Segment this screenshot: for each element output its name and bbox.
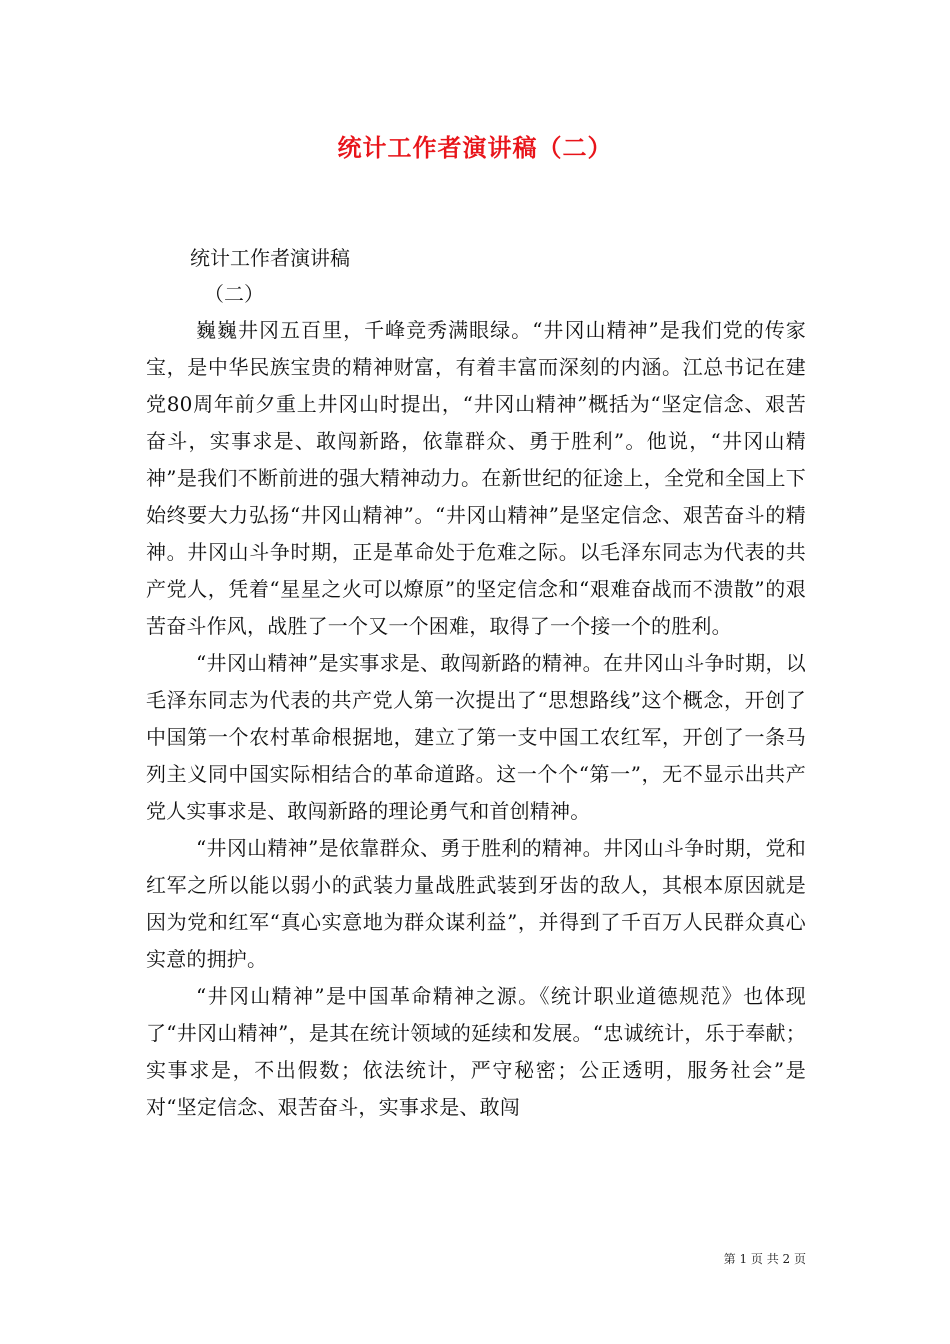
body-paragraph-2: “井冈山精神”是实事求是、敢闯新路的精神。在井冈山斗争时期，以毛泽东同志为代表的共产党人第一次提出了“思想路线”这个概念，开创了中国第一个农村革命根据地，建立了第一支中国工农红军，开创了一条马列主义同中国实际相结合的革命道路。这一个个“第一”，无不显示出共产党人实事求是、敢闯新路的理论勇气和首创精神。 [146,651,806,823]
document-subtitle: 统计工作者演讲稿 [190,246,350,270]
document-title: 统计工作者演讲稿（二） [337,133,613,162]
body-paragraph-4: “井冈山精神”是中国革命精神之源。《统计职业道德规范》也体现了“井冈山精神”，是其在统计领域的延续和发展。“忠诚统计，乐于奉献；实事求是，不出假数；依法统计，严守秘密；公正透明，服务社会”是对“坚定信念、艰苦奋斗，实事求是、敢闯 [146,984,806,1119]
body-paragraph-3: “井冈山精神”是依靠群众、勇于胜利的精神。井冈山斗争时期，党和红军之所以能以弱小的武装力量战胜武装到牙齿的敌人，其根本原因就是因为党和红军“真心实意地为群众谋利益”，并得到了千百万人民群众真心实意的拥护。 [146,836,806,971]
document-subtitle-number: （二） [204,282,264,306]
page-footer: 第 1 页 共 2 页 [723,1252,806,1266]
document-body [146,312,806,1126]
body-paragraph-1: 巍巍井冈五百里，千峰竞秀满眼绿。“井冈山精神”是我们党的传家宝，是中华民族宝贵的精神财富，有着丰富而深刻的内涵。江总书记在建党80周年前夕重上井冈山时提出，“井冈山精神”概括为“坚定信念、艰苦奋斗，实事求是、敢闯新路，依靠群众、勇于胜利”。他说，“井冈山精神”是我们不断前进的强大精神动力。在新世纪的征途上，全党和全国上下始终要大力弘扬“井冈山精神”。“井冈山精神”是坚定信念、艰苦奋斗的精神。井冈山斗争时期，正是革命处于危难之际。以毛泽东同志为代表的共产党人，凭着“星星之火可以燎原”的坚定信念和“艰难奋战而不溃散”的艰苦奋斗作风，战胜了一个又一个困难，取得了一个接一个的胜利。 [146,318,806,638]
